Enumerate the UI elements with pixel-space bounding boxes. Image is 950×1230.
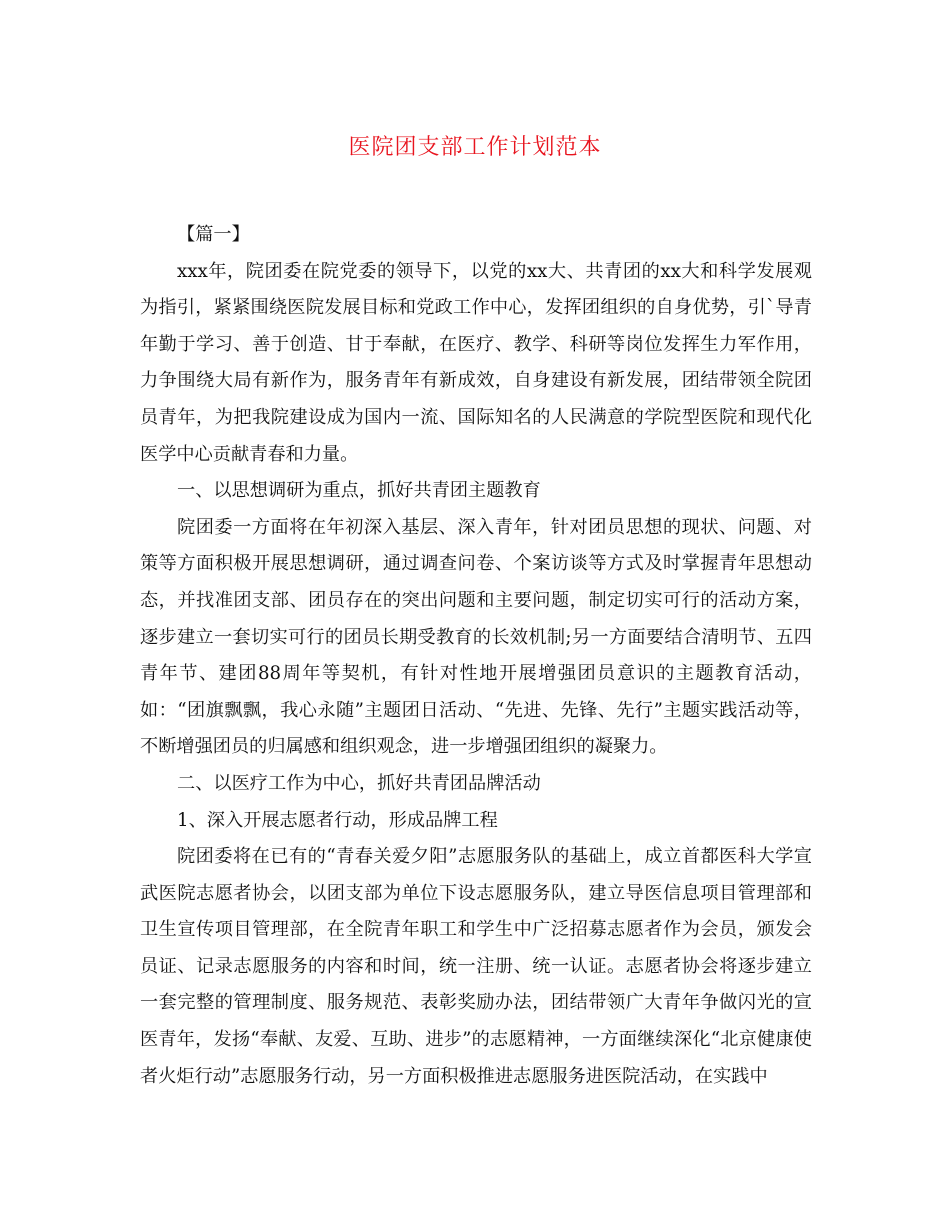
paragraph-thought-research: 院团委一方面将在年初深入基层、深入青年，针对团员思想的现状、问题、对策等方面积极开展思想调研，通过调查问卷、个案访谈等方式及时掌握青年思想动态，并找准团支部、团员存在的突出问题和主要问题，制定切实可行的活动方案，逐步建立一套切实可行的团员长期受教育的长效机制;另一方面要结合清明节、五四青年节、建团88周年等契机，有针对性地开展增强团员意识的主题教育活动，如：“团旗飘飘，我心永随”主题团日活动、“先进、先锋、先行”主题实践活动等，不断增强团员的归属感和组织观念，进一步增强团组织的凝聚力。: [140, 516, 812, 758]
heading-medical-work: 二、以医疗工作为中心，抓好共青团品牌活动: [177, 772, 541, 794]
paragraph-volunteer-action: 院团委将在已有的“青春关爱夕阳”志愿服务队的基础上，成立首都医科大学宣武医院志愿者协会，以团支部为单位下设志愿服务队，建立导医信息项目管理部和卫生宣传项目管理部，在全院青年职工和学生中广泛招募志愿者作为会员，颁发会员证、记录志愿服务的内容和时间，统一注册、统一认证。志愿者协会将逐步建立一套完整的管理制度、服务规范、表彰奖励办法，团结带领广大青年争做闪光的宣医青年，发扬“奉献、友爱、互助、进步”的志愿精神，一方面继续深化“北京健康使者火炬行动”志愿服务行动，另一方面积极推进志愿服务进医院活动，在实践中: [140, 846, 812, 1087]
heading-thought-research: 一、以思想调研为重点，抓好共青团主题教育: [177, 480, 541, 502]
section-label: 【篇一】: [177, 224, 250, 245]
document-body: [140, 217, 812, 1095]
paragraph-intro: xxx年，院团委在院党委的领导下，以党的xx大、共青团的xx大和科学发展观为指引，紧紧围绕医院发展目标和党政工作中心，发挥团组织的自身优势，引`导青年勤于学习、善于创造、甘于奉献，在医疗、教学、科研等岗位发挥生力军作用，力争围绕大局有新作为，服务青年有新成效，自身建设有新发展，团结带领全院团员青年，为把我院建设成为国内一流、国际知名的人民满意的学院型医院和现代化医学中心贡献青春和力量。: [140, 260, 812, 465]
document-title: 医院团支部工作计划范本: [348, 135, 602, 160]
subheading-volunteer-action: 1、深入开展志愿者行动，形成品牌工程: [177, 809, 498, 831]
